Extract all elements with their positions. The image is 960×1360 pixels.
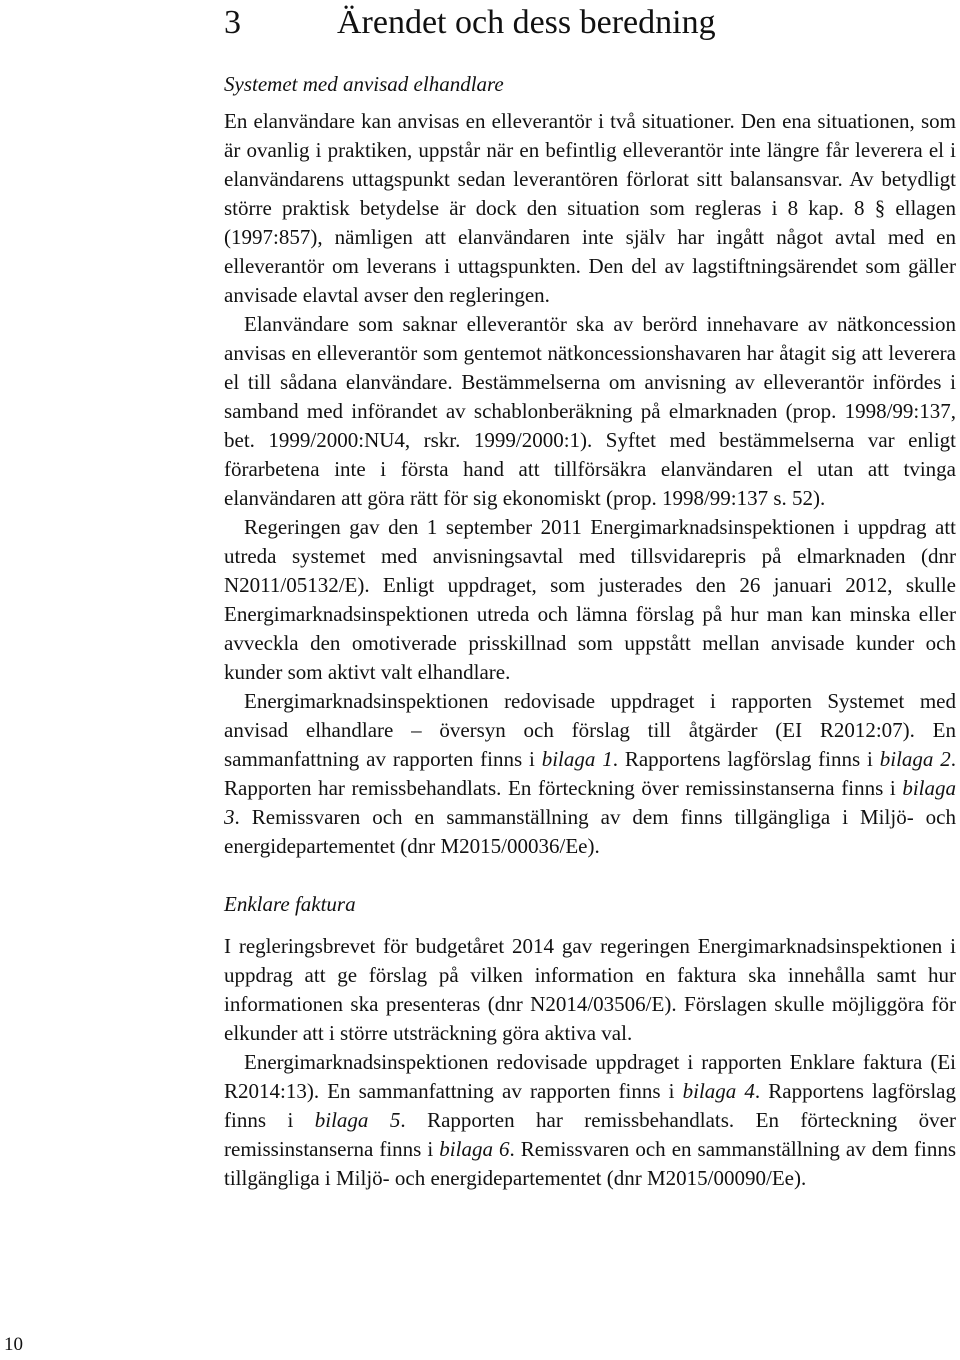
page-number: 10	[4, 1334, 23, 1355]
appendix-reference: bilaga 6	[439, 1137, 510, 1161]
paragraph-text: . Rapporten har remissbehandlats. En förteckning över remissinstanserna finns i	[224, 1108, 956, 1161]
page-content	[224, 0, 956, 1193]
paragraph-text: . Rapportens lagförslag finns i	[612, 747, 880, 771]
appendix-reference: bilaga 3	[224, 776, 956, 829]
paragraph-text: . Remissvaren och en sammanställning av dem finns tillgängliga i Miljö- och energidepartementet (dnr M2015/00090/Ee).	[224, 1137, 956, 1190]
paragraph-text: Energimarknadsinspektionen redovisade uppdraget i rapporten Systemet med anvisad elhandlare – översyn och förslag till åtgärder (EI R2012:07). En sammanfattning av rapporten finns i	[224, 689, 956, 771]
section-heading: Enklare faktura	[224, 892, 356, 916]
section-heading: Systemet med anvisad elhandlare	[224, 72, 504, 96]
section-anvisad-elhandlare	[224, 70, 956, 861]
paragraph	[224, 687, 956, 861]
appendix-reference: bilaga 5	[314, 1108, 401, 1132]
paragraph-text: . Rapporten har remissbehandlats. En förteckning över remissinstanserna finns i	[224, 747, 957, 800]
paragraph: En elanvändare kan anvisas en elleverantör i två situationer. Den ena situationen, som är ovanlig i praktiken, uppstår när en befintlig elleverantör inte längre får leverera el i elanvändarens uttagspunkt sedan leverantören förlorat sitt balansansvar. Av betydligt större praktisk betydelse är dock den situation som regleras i 8 kap. 8 § ellagen (1997:857), nämligen att elanvändaren inte själv har ingått något avtal med en elleverantör om leverans i uttagspunkten. Den del av lagstiftningsärendet som gäller anvisade elavtal avser den regleringen.	[224, 109, 956, 307]
appendix-reference: bilaga 1	[541, 747, 613, 771]
paragraph: Elanvändare som saknar elleverantör ska av berörd innehavare av nätkoncession anvisas en elleverantör som gentemot nätkoncessionshavaren har åtagit sig att leverera el till sådana elanvändare. Bestämmelserna om anvisning av elleverantör infördes i samband med införandet av schablonberäkning på elmarknaden (prop. 1998/99:137, bet. 1999/2000:NU4, rskr. 1999/2000:1). Syftet med bestämmelserna var enligt förarbetena inte i första hand att tillförsäkra elanvändaren el utan att tvinga elanvändaren att göra rätt för sig ekonomiskt (prop. 1998/99:137 s. 52).	[224, 312, 956, 510]
paragraph: Regeringen gav den 1 september 2011 Energimarknadsinspektionen i uppdrag att utreda systemet med anvisningsavtal med tillsvidarepris på elmarknaden (dnr N2011/05132/E). Enligt uppdraget, som justerades den 26 januari 2012, skulle Energimarknadsinspektionen utreda och lämna förslag på hur man kan minska eller avveckla den omotiverade prisskillnad som uppstått mellan anvisade kunder och kunder som aktivt valt elhandlare.	[224, 515, 956, 684]
appendix-reference: bilaga 2	[879, 747, 951, 771]
paragraph: I regleringsbrevet för budgetåret 2014 gav regeringen Energimarknadsinspektionen i uppdrag att ge förslag på vilken information en faktura ska innehålla samt hur informationen ska presenteras (dnr N2014/03506/E). Förslagen skulle möjliggöra för elkunder att i större utsträckning göra aktiva val.	[224, 934, 956, 1045]
paragraph-text: . Rapportens lagförslag finns i	[224, 1079, 956, 1132]
paragraph-text: . Remissvaren och en sammanställning av dem finns tillgängliga i Miljö- och energidepartementet (dnr M2015/00036/Ee).	[224, 805, 956, 858]
chapter-title: Ärendet och dess beredning	[337, 4, 716, 41]
chapter-number: 3	[224, 4, 241, 41]
paragraph	[224, 1048, 956, 1193]
chapter-heading	[224, 0, 956, 59]
paragraph-text: Energimarknadsinspektionen redovisade uppdraget i rapporten Enklare faktura (Ei R2014:13). En sammanfattning av rapporten finns i	[224, 1050, 956, 1103]
appendix-reference: bilaga 4	[682, 1079, 755, 1103]
section-enklare-faktura	[224, 890, 956, 1193]
